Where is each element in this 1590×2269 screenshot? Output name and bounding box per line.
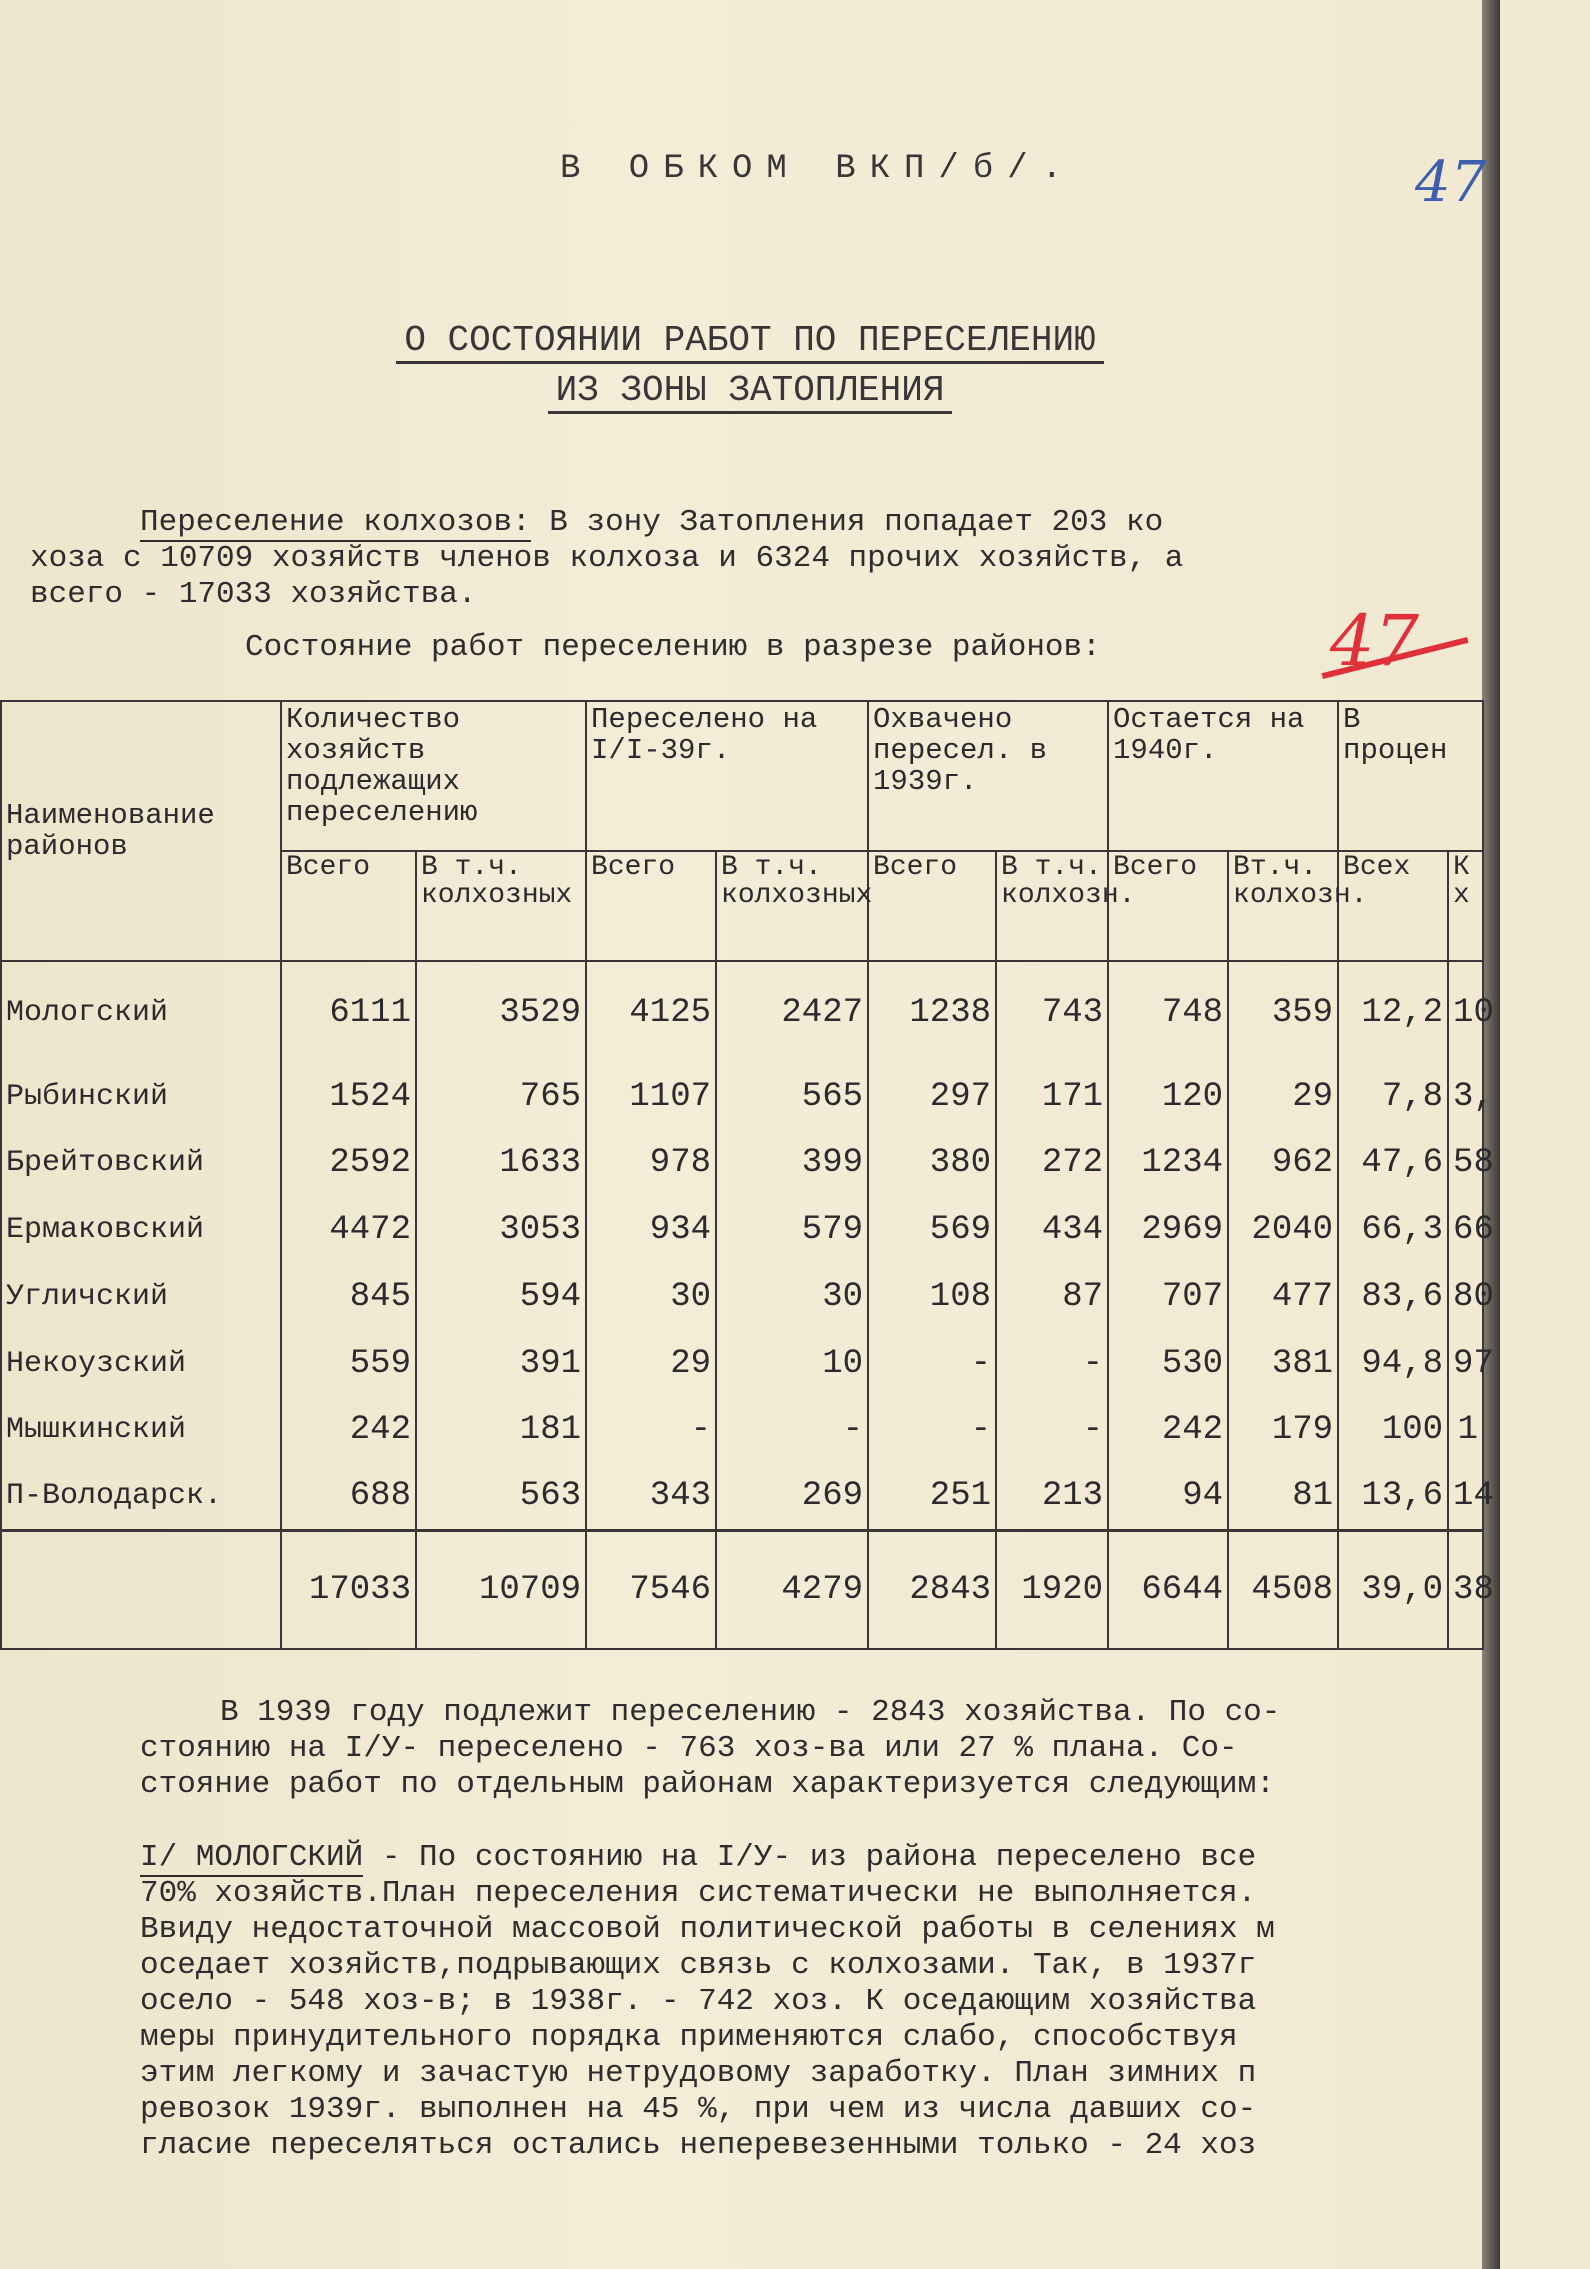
summary-paragraph bbox=[140, 1695, 1485, 1803]
document-title-line2 bbox=[0, 370, 1500, 411]
mologsky-lead: I/ МОЛОГСКИЙ bbox=[140, 1840, 364, 1875]
value-cell: 29 bbox=[1228, 1063, 1338, 1130]
value-cell: 978 bbox=[586, 1130, 716, 1197]
value-cell: - bbox=[996, 1397, 1108, 1464]
table-row bbox=[1, 1464, 1483, 1531]
value-cell: 6111 bbox=[281, 961, 416, 1063]
value-cell: 391 bbox=[416, 1330, 586, 1397]
table-total-row bbox=[1, 1531, 1483, 1649]
value-cell: 2592 bbox=[281, 1130, 416, 1197]
value-cell: 181 bbox=[416, 1397, 586, 1464]
value-cell: 213 bbox=[996, 1464, 1108, 1531]
subheader: В т.ч. колхозн. bbox=[996, 851, 1108, 961]
intro-lead: Переселение колхозов: bbox=[140, 505, 531, 540]
value-cell: 1234 bbox=[1108, 1130, 1228, 1197]
value-cell: 251 bbox=[868, 1464, 996, 1531]
value-cell: 477 bbox=[1228, 1264, 1338, 1331]
value-cell: 66,3 bbox=[1338, 1197, 1448, 1264]
value-cell: 569 bbox=[868, 1197, 996, 1264]
mologsky-line1-rest: - По состоянию на I/У- из района переселено все bbox=[363, 1840, 1257, 1875]
value-cell: - bbox=[996, 1330, 1108, 1397]
subheader: Всего bbox=[586, 851, 716, 961]
header-remaining: Остается на 1940г. bbox=[1108, 701, 1338, 851]
value-cell: 1524 bbox=[281, 1063, 416, 1130]
value-cell: 120 bbox=[1108, 1063, 1228, 1130]
district-name-cell: Угличский bbox=[1, 1264, 281, 1331]
value-cell: 97 bbox=[1448, 1330, 1483, 1397]
intro-paragraph bbox=[30, 505, 1485, 613]
header-district: Наименование районов bbox=[1, 701, 281, 961]
value-cell: 58 bbox=[1448, 1130, 1483, 1197]
value-cell: - bbox=[868, 1397, 996, 1464]
subheader: В т.ч. колхозных bbox=[416, 851, 586, 961]
table-row bbox=[1, 1197, 1483, 1264]
subheader: Всех bbox=[1338, 851, 1448, 961]
title-text-2: ИЗ ЗОНЫ ЗАТОПЛЕНИЯ bbox=[548, 370, 953, 414]
value-cell: 381 bbox=[1228, 1330, 1338, 1397]
value-cell: 2427 bbox=[716, 961, 868, 1063]
total-cell: 17033 bbox=[281, 1531, 416, 1649]
mologsky-line-9: гласие переселяться остались неперевезенными только - 24 хоз bbox=[140, 2128, 1257, 2163]
mologsky-line-4: оседает хозяйств,подрывающих связь с колхозами. Так, в 1937г bbox=[140, 1948, 1257, 1983]
value-cell: 12,2 bbox=[1338, 961, 1448, 1063]
value-cell: 845 bbox=[281, 1264, 416, 1331]
mologsky-line-5: осело - 548 хоз-в; в 1938г. - 742 хоз. К оседающим хозяйства bbox=[140, 1984, 1257, 2019]
value-cell: 14 bbox=[1448, 1464, 1483, 1531]
value-cell: 559 bbox=[281, 1330, 416, 1397]
value-cell: 10 bbox=[1448, 961, 1483, 1063]
mologsky-line-1 bbox=[140, 1840, 1485, 1876]
district-name-cell: Ермаковский bbox=[1, 1197, 281, 1264]
header-covered: Охвачено пересел. в 1939г. bbox=[868, 701, 1108, 851]
value-cell: 269 bbox=[716, 1464, 868, 1531]
value-cell: 748 bbox=[1108, 961, 1228, 1063]
intro-line-3: всего - 17033 хозяйства. bbox=[30, 577, 477, 612]
value-cell: 579 bbox=[716, 1197, 868, 1264]
value-cell: 272 bbox=[996, 1130, 1108, 1197]
value-cell: 83,6 bbox=[1338, 1264, 1448, 1331]
total-cell: 6644 bbox=[1108, 1531, 1228, 1649]
total-label-cell bbox=[1, 1531, 281, 1649]
value-cell: 4472 bbox=[281, 1197, 416, 1264]
total-cell: 4508 bbox=[1228, 1531, 1338, 1649]
value-cell: 4125 bbox=[586, 961, 716, 1063]
district-name-cell: Мышкинский bbox=[1, 1397, 281, 1464]
value-cell: - bbox=[868, 1330, 996, 1397]
archive-page-number: 47 bbox=[1415, 150, 1487, 215]
mologsky-line-3: Ввиду недостаточной массовой политической работы в селениях м bbox=[140, 1912, 1275, 1947]
value-cell: 565 bbox=[716, 1063, 868, 1130]
value-cell: 934 bbox=[586, 1197, 716, 1264]
mologsky-line-2: 70% хозяйств.План переселения систематически не выполняется. bbox=[140, 1876, 1257, 1911]
header-percent: В процен bbox=[1338, 701, 1483, 851]
summary-line-3: стояние работ по отдельным районам характеризуется следующим: bbox=[140, 1767, 1275, 1802]
value-cell: 434 bbox=[996, 1197, 1108, 1264]
value-cell: 1 bbox=[1448, 1397, 1483, 1464]
title-text-1: О СОСТОЯНИИ РАБОТ ПО ПЕРЕСЕЛЕНИЮ bbox=[396, 320, 1103, 364]
value-cell: 29 bbox=[586, 1330, 716, 1397]
value-cell: 80 bbox=[1448, 1264, 1483, 1331]
table-body bbox=[1, 961, 1494, 1531]
value-cell: 171 bbox=[996, 1063, 1108, 1130]
table-row bbox=[1, 1264, 1483, 1331]
value-cell: 297 bbox=[868, 1063, 996, 1130]
value-cell: 100 bbox=[1338, 1397, 1448, 1464]
value-cell: 179 bbox=[1228, 1397, 1338, 1464]
value-cell: 1238 bbox=[868, 961, 996, 1063]
document-title-line1 bbox=[0, 320, 1500, 361]
value-cell: 2040 bbox=[1228, 1197, 1338, 1264]
resettlement-table bbox=[0, 700, 1494, 1650]
value-cell: 30 bbox=[586, 1264, 716, 1331]
red-correction-mark: 47 bbox=[1330, 600, 1420, 682]
value-cell: 399 bbox=[716, 1130, 868, 1197]
district-name-cell: Рыбинский bbox=[1, 1063, 281, 1130]
value-cell: 962 bbox=[1228, 1130, 1338, 1197]
table-row bbox=[1, 961, 1483, 1063]
intro-line1-rest: В зону Затопления попадает 203 ко bbox=[530, 505, 1164, 540]
total-cell: 1920 bbox=[996, 1531, 1108, 1649]
value-cell: 81 bbox=[1228, 1464, 1338, 1531]
value-cell: 242 bbox=[1108, 1397, 1228, 1464]
district-name-cell: П-Володарск. bbox=[1, 1464, 281, 1531]
value-cell: 1633 bbox=[416, 1130, 586, 1197]
value-cell: 7,8 bbox=[1338, 1063, 1448, 1130]
subheader: Всего bbox=[281, 851, 416, 961]
value-cell: 87 bbox=[996, 1264, 1108, 1331]
total-cell: 4279 bbox=[716, 1531, 868, 1649]
mologsky-paragraph bbox=[140, 1840, 1485, 2164]
value-cell: 594 bbox=[416, 1264, 586, 1331]
header-moved: Переселено на I/I-39г. bbox=[586, 701, 868, 851]
value-cell: 765 bbox=[416, 1063, 586, 1130]
value-cell: - bbox=[716, 1397, 868, 1464]
table-row bbox=[1, 1063, 1483, 1130]
mologsky-line-7: этим легкому и зачастую нетрудовому заработку. План зимних п bbox=[140, 2056, 1257, 2091]
subheader: В т.ч. колхозных bbox=[716, 851, 868, 961]
total-cell: 39,0 bbox=[1338, 1531, 1448, 1649]
total-cell: 7546 bbox=[586, 1531, 716, 1649]
intro-line-1 bbox=[140, 505, 1485, 541]
value-cell: 743 bbox=[996, 961, 1108, 1063]
intro-line-2: хоза с 10709 хозяйств членов колхоза и 6324 прочих хозяйств, а bbox=[30, 541, 1184, 576]
value-cell: 30 bbox=[716, 1264, 868, 1331]
subheader: К х bbox=[1448, 851, 1483, 961]
value-cell: 530 bbox=[1108, 1330, 1228, 1397]
header-subject: Количество хозяйств подлежащих переселению bbox=[281, 701, 586, 851]
value-cell: 108 bbox=[868, 1264, 996, 1331]
table-row bbox=[1, 1330, 1483, 1397]
addressee-header: В ОБКОМ ВКП/б/. bbox=[560, 150, 1077, 188]
value-cell: 1107 bbox=[586, 1063, 716, 1130]
value-cell: 563 bbox=[416, 1464, 586, 1531]
table-row bbox=[1, 1397, 1483, 1464]
value-cell: 3053 bbox=[416, 1197, 586, 1264]
subheader: Вт.ч. колхозн. bbox=[1228, 851, 1338, 961]
table-row bbox=[1, 1130, 1483, 1197]
value-cell: 359 bbox=[1228, 961, 1338, 1063]
mologsky-line-6: меры принудительного порядка применяются слабо, способствуя bbox=[140, 2020, 1238, 2055]
summary-line-2: стоянию на I/У- переселено - 763 хоз-ва или 27 % плана. Со- bbox=[140, 1731, 1238, 1766]
mologsky-line-8: ревозок 1939г. выполнен на 45 %, при чем из числа давших со- bbox=[140, 2092, 1257, 2127]
value-cell: 66 bbox=[1448, 1197, 1483, 1264]
value-cell: 94 bbox=[1108, 1464, 1228, 1531]
value-cell: 242 bbox=[281, 1397, 416, 1464]
subheader: Всего bbox=[868, 851, 996, 961]
value-cell: 94,8 bbox=[1338, 1330, 1448, 1397]
value-cell: 380 bbox=[868, 1130, 996, 1197]
value-cell: 13,6 bbox=[1338, 1464, 1448, 1531]
subheader: Всего bbox=[1108, 851, 1228, 961]
table-caption: Состояние работ переселению в разрезе районов: bbox=[245, 630, 1101, 665]
value-cell: 2969 bbox=[1108, 1197, 1228, 1264]
district-name-cell: Мологский bbox=[1, 961, 281, 1063]
summary-line-1: В 1939 году подлежит переселению - 2843 хозяйства. По со- bbox=[220, 1695, 1281, 1730]
value-cell: 707 bbox=[1108, 1264, 1228, 1331]
value-cell: 10 bbox=[716, 1330, 868, 1397]
district-name-cell: Некоузский bbox=[1, 1330, 281, 1397]
total-cell: 38 bbox=[1448, 1531, 1483, 1649]
value-cell: 3, bbox=[1448, 1063, 1483, 1130]
total-cell: 2843 bbox=[868, 1531, 996, 1649]
value-cell: - bbox=[586, 1397, 716, 1464]
value-cell: 3529 bbox=[416, 961, 586, 1063]
value-cell: 688 bbox=[281, 1464, 416, 1531]
value-cell: 47,6 bbox=[1338, 1130, 1448, 1197]
total-cell: 10709 bbox=[416, 1531, 586, 1649]
district-name-cell: Брейтовский bbox=[1, 1130, 281, 1197]
value-cell: 343 bbox=[586, 1464, 716, 1531]
